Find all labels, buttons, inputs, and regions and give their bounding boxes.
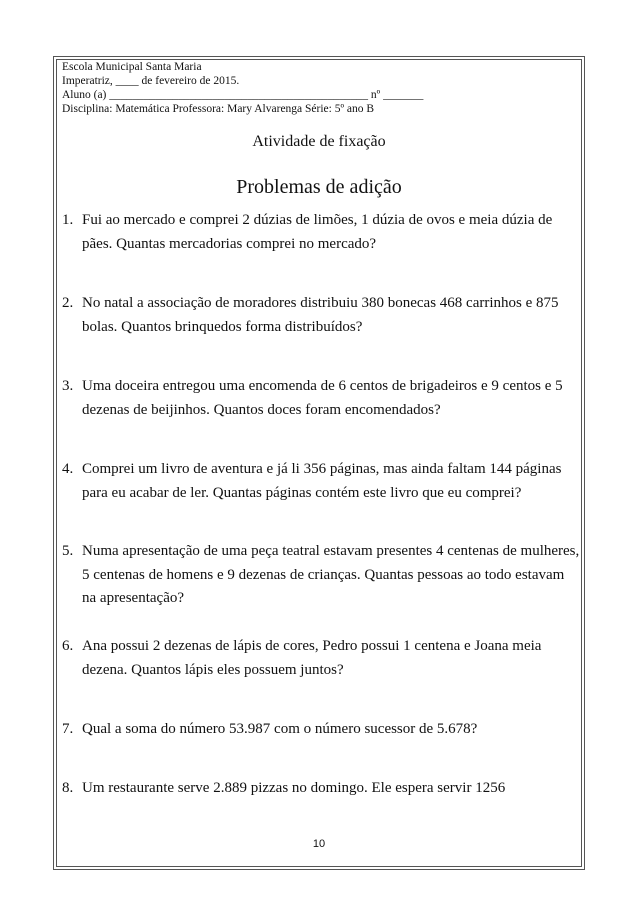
date-line: Imperatriz, ____ de fevereiro de 2015. (62, 75, 240, 87)
school-name: Escola Municipal Santa Maria (62, 61, 202, 73)
question-6 (62, 635, 582, 682)
question-number: 6. (62, 638, 74, 654)
activity-title: Atividade de fixação (252, 133, 386, 150)
question-number: 3. (62, 378, 74, 394)
question-1 (62, 209, 582, 256)
question-5 (62, 540, 582, 611)
question-4 (62, 458, 582, 505)
question-8 (62, 777, 582, 801)
question-text: Ana possui 2 dezenas de lápis de cores, Pedro possui 1 centena e Joana meia dezena. Quantos lápis eles possuem juntos? (82, 638, 542, 678)
question-text: Numa apresentação de uma peça teatral estavam presentes 4 centenas de mulheres, 5 centenas de homens e 9 dezenas de crianças. Quantas pessoas ao todo estavam na apresentação? (82, 543, 580, 606)
question-number: 1. (62, 212, 74, 228)
question-number: 5. (62, 543, 74, 559)
page-number: 10 (312, 838, 326, 850)
question-number: 7. (62, 721, 74, 737)
question-number: 2. (62, 295, 74, 311)
question-2 (62, 292, 582, 339)
question-number: 8. (62, 780, 74, 796)
header-block (62, 60, 423, 116)
question-text: Um restaurante serve 2.889 pizzas no domingo. Ele espera servir 1256 (82, 780, 506, 796)
student-line: Aluno (a) _____________________________________________ nº _______ (62, 89, 424, 101)
question-3 (62, 375, 582, 422)
question-number: 4. (62, 461, 74, 477)
question-text: Fui ao mercado e comprei 2 dúzias de limões, 1 dúzia de ovos e meia dúzia de pães. Quantas mercadorias comprei no mercado? (82, 212, 553, 252)
question-text: Comprei um livro de aventura e já li 356 páginas, mas ainda faltam 144 páginas para eu acabar de ler. Quantas páginas contém este livro que eu comprei? (82, 461, 562, 501)
question-text: No natal a associação de moradores distribuiu 380 bonecas 468 carrinhos e 875 bolas. Quantos brinquedos forma distribuídos? (82, 295, 559, 335)
worksheet-title: Problemas de adição (236, 176, 402, 198)
question-text: Uma doceira entregou uma encomenda de 6 centos de brigadeiros e 9 centos e 5 dezenas de beijinhos. Quantos doces foram encomendados? (82, 378, 563, 418)
question-7 (62, 718, 582, 742)
discipline-line: Disciplina: Matemática Professora: Mary Alvarenga Série: 5º ano B (62, 103, 375, 115)
question-text: Qual a soma do número 53.987 com o número sucessor de 5.678? (82, 721, 478, 737)
